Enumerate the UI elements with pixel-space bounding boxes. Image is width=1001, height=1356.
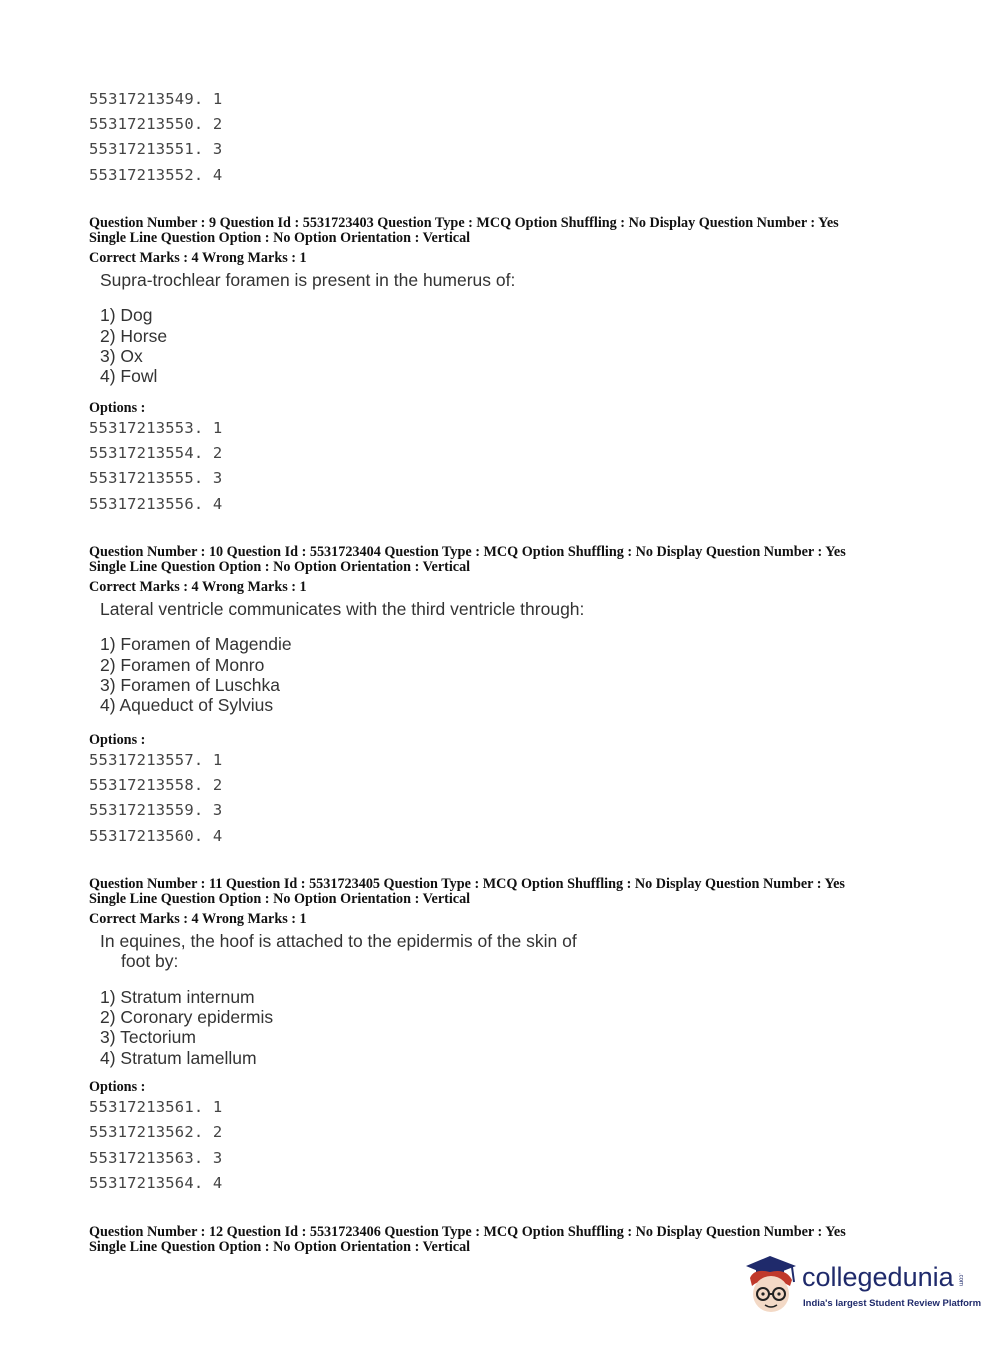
brand-domain-suffix: .com — [957, 1272, 964, 1286]
option-id: 55317213558. 2 — [89, 776, 223, 794]
option-id: 55317213564. 4 — [89, 1174, 223, 1192]
option-id: 55317213553. 1 — [89, 419, 223, 437]
question-text-continued: foot by: — [121, 951, 179, 971]
question-meta-line2: Single Line Question Option : No Option Orientation : Vertical — [89, 1239, 471, 1255]
question-text: Supra-trochlear foramen is present in the humerus of: — [100, 270, 516, 290]
answer-choice: 1) Stratum internum — [100, 987, 255, 1007]
option-id: 55317213562. 2 — [89, 1123, 223, 1141]
question-meta-line1: Question Number : 9 Question Id : 5531723403 Question Type : MCQ Option Shuffling : No Display Question Number : Yes — [89, 215, 839, 231]
question-marks: Correct Marks : 4 Wrong Marks : 1 — [89, 250, 307, 266]
option-id: 55317213560. 4 — [89, 827, 223, 845]
question-marks: Correct Marks : 4 Wrong Marks : 1 — [89, 579, 307, 595]
answer-choice: 1) Foramen of Magendie — [100, 634, 292, 654]
answer-choice: 2) Coronary epidermis — [100, 1007, 274, 1027]
question-meta-line2: Single Line Question Option : No Option Orientation : Vertical — [89, 559, 471, 575]
answer-choice: 3) Ox — [100, 346, 143, 366]
mascot-icon — [740, 1250, 802, 1320]
option-id: 55317213555. 3 — [89, 469, 223, 487]
brand-tagline: India's largest Student Review Platform — [803, 1298, 982, 1309]
answer-choice: 1) Dog — [100, 305, 153, 325]
option-id: 55317213550. 2 — [89, 115, 223, 133]
question-text: Lateral ventricle communicates with the third ventricle through: — [100, 599, 585, 619]
answer-choice: 2) Foramen of Monro — [100, 655, 265, 675]
question-meta-line2: Single Line Question Option : No Option Orientation : Vertical — [89, 230, 471, 246]
question-meta-line1: Question Number : 10 Question Id : 5531723404 Question Type : MCQ Option Shuffling : No Display Question Number : Yes — [89, 544, 846, 560]
options-label: Options : — [89, 1079, 146, 1095]
answer-choice: 4) Aqueduct of Sylvius — [100, 695, 274, 715]
option-id: 55317213561. 1 — [89, 1098, 223, 1116]
option-id: 55317213552. 4 — [89, 166, 223, 184]
question-meta-line1: Question Number : 12 Question Id : 5531723406 Question Type : MCQ Option Shuffling : No Display Question Number : Yes — [89, 1224, 846, 1240]
question-meta-line1: Question Number : 11 Question Id : 5531723405 Question Type : MCQ Option Shuffling : No Display Question Number : Yes — [89, 876, 845, 892]
question-meta-line2: Single Line Question Option : No Option Orientation : Vertical — [89, 891, 471, 907]
question-marks: Correct Marks : 4 Wrong Marks : 1 — [89, 911, 307, 927]
option-id: 55317213554. 2 — [89, 444, 223, 462]
option-id: 55317213559. 3 — [89, 801, 223, 819]
answer-choice: 3) Tectorium — [100, 1027, 196, 1047]
answer-choice: 3) Foramen of Luschka — [100, 675, 280, 695]
answer-choice: 4) Fowl — [100, 366, 158, 386]
answer-choice: 4) Stratum lamellum — [100, 1048, 257, 1068]
option-id: 55317213551. 3 — [89, 140, 223, 158]
brand-name: collegedunia — [802, 1262, 954, 1292]
question-text: In equines, the hoof is attached to the epidermis of the skin of — [100, 931, 577, 951]
collegedunia-watermark — [740, 1250, 980, 1320]
option-id: 55317213549. 1 — [89, 90, 223, 108]
option-id: 55317213563. 3 — [89, 1149, 223, 1167]
option-id: 55317213557. 1 — [89, 751, 223, 769]
option-id: 55317213556. 4 — [89, 495, 223, 513]
options-label: Options : — [89, 400, 146, 416]
answer-choice: 2) Horse — [100, 326, 168, 346]
options-label: Options : — [89, 732, 146, 748]
